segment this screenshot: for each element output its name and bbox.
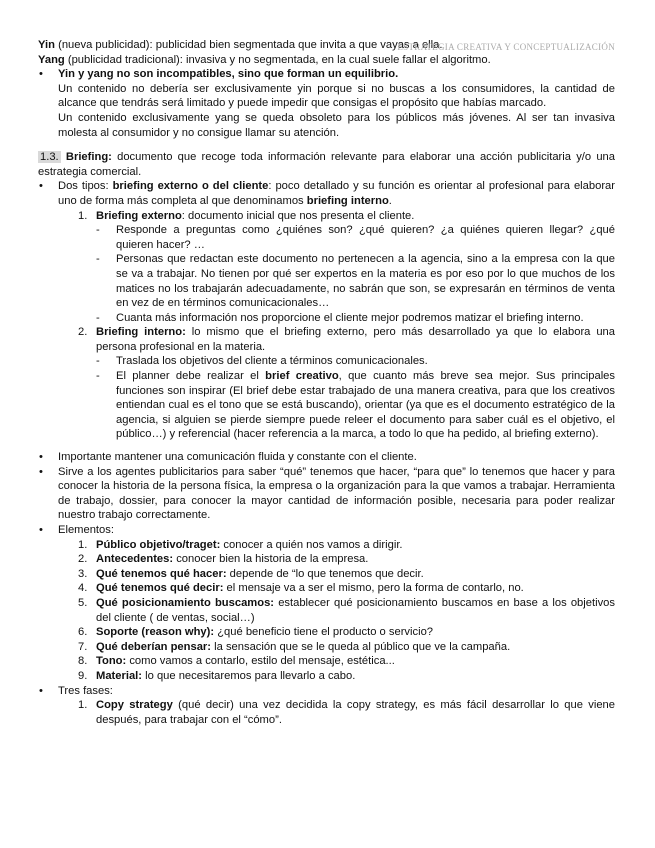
sirve-bullet: • Sirve a los agentes publicitarios para saber “qué” tenemos que hacer, “para que” lo tenemos que hacer y para conocer la historia de la persona física, la empresa o la organización para la que vamos a trabajar. Herramienta de trabajo, dossier, para conocer la mayor cantidad de información posible, necesaria para poder realizar nuestro trabajo correctamente.: [38, 465, 615, 523]
yinyang-paragraph-2: Un contenido exclusivamente yang se queda obsoleto para los públicos más jóvenes. Al ser tan invasiva molesta al consumidor y no consigue llamar su atención.: [58, 111, 615, 139]
list-item: 1. Copy strategy (qué decir) una vez decidida la copy strategy, es más fácil desarrollar lo que viene después, para trabajar con el “cómo”.: [78, 699, 616, 726]
externo-dash-item: - Responde a preguntas como ¿quiénes son? ¿qué quieren? ¿a quiénes quieren llegar? ¿qué quieren hacer? …: [38, 223, 615, 252]
list-item: 9. Material: lo que necesitaremos para llevarlo a cabo.: [78, 669, 356, 682]
list-item: 6. Soporte (reason why): ¿qué beneficio tiene el producto o servicio?: [78, 626, 434, 639]
elementos-bullet: • Elementos:: [38, 523, 615, 538]
fases-bullet: • Tres fases:: [38, 684, 615, 699]
fases-list: [38, 698, 615, 727]
briefing-definition: 1.3. Briefing: documento que recoge toda información relevante para elaborar una acción publicitaria y/o una estrategia comercial.: [38, 151, 615, 178]
yinyang-title: Yin y yang no son incompatibles, sino que forman un equilibrio.: [58, 68, 399, 81]
importante-bullet: • Importante mantener una comunicación fluida y constante con el cliente.: [38, 450, 615, 465]
yang-term: Yang: [38, 53, 65, 66]
list-item: 2. Antecedentes: conocer bien la historia de la empresa.: [78, 553, 369, 566]
interno-dash-item: - Traslada los objetivos del cliente a términos comunicacionales.: [38, 354, 615, 369]
yinyang-bullet: [38, 67, 615, 140]
briefing-types-bullet: • Dos tipos: briefing externo o del cliente: poco detallado y su función es orientar al profesional para elaborar uno de forma más completa al que denominamos briefing interno.: [38, 179, 615, 208]
list-item: 7. Qué deberían pensar: la sensación que se le queda al público que ve la campaña.: [78, 640, 511, 653]
elementos-list: [38, 538, 615, 684]
briefing-term: Briefing:: [65, 151, 112, 164]
briefing-interno-item: 2. Briefing interno: lo mismo que el briefing externo, pero más desarrollado ya que lo elabora una persona profesional en la materia.: [78, 326, 615, 353]
briefing-externo-item: 1. Briefing externo: documento inicial que nos presenta el cliente.: [78, 209, 415, 222]
interno-dash-item: - El planner debe realizar el brief creativo, que cuanto más breve sea mejor. Sus principales funciones son inspirar (El brief debe estar trabajado de una manera creativa, para que los creativos entiendan cual es el tono que se está buscando), orientar (ya que es el documento estratégico de la agencia, si alguien se pierde siempre puede releer el documento para saber cuál es el objetivo, el público…) y referencial (hacer referencia a la marca, a todo lo que ha pedido, al briefing externo).: [38, 369, 615, 442]
list-item: 8. Tono: como vamos a contarlo, estilo del mensaje, estética...: [78, 655, 395, 668]
running-header: ESTRATEGIA CREATIVA Y CONCEPTUALIZACIÓN: [397, 42, 615, 52]
externo-dash-item: - Personas que redactan este documento no pertenecen a la agencia, sino a la empresa con la que se va a trabajar. No tienen por qué ser expertos en la materia es por eso por lo que muchos de los matices no los trabajarán adecuadamente, no sabrán que son, se expresarán en términos de venta en vez de en términos comunicacionales…: [38, 252, 615, 310]
yin-term: Yin: [38, 39, 55, 51]
list-item: 3. Qué tenemos qué hacer: depende de “lo que tenemos que decir.: [78, 567, 424, 580]
yin-definition: Yin (nueva publicidad): publicidad bien segmentada que invita a que vayas a ella.: [38, 39, 443, 51]
section-number: 1.3.: [40, 151, 59, 164]
list-item: 1. Público objetivo/traget: conocer a quién nos vamos a dirigir.: [78, 538, 403, 551]
yinyang-paragraph-1: Un contenido no debería ser exclusivamente yin porque si no buscas a los consumidores, la cantidad de alcance que tendrás será limitado y puede impedir que consigas el propósito que habías marcado.: [58, 82, 615, 110]
yang-definition: Yang (publicidad tradicional): invasiva y no segmentada, en la cual suele fallar el algoritmo.: [38, 53, 491, 66]
externo-dash-item: - Cuanta más información nos proporcione el cliente mejor podremos matizar el briefing interno.: [38, 311, 615, 326]
list-item: 5. Qué posicionamiento buscamos: establecer qué posicionamiento buscamos en base a los objetivos del cliente ( de ventas, social…): [78, 596, 615, 624]
list-item: 4. Qué tenemos qué decir: el mensaje va a ser el mismo, pero la forma de contarlo, no.: [78, 582, 524, 595]
